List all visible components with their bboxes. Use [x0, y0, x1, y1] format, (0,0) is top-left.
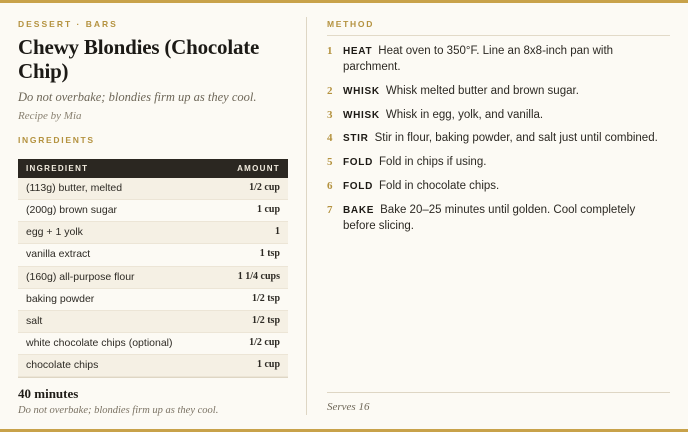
column-header-ingredient: INGREDIENT	[18, 159, 216, 178]
ingredient-amount: 1/2 tsp	[216, 310, 288, 332]
step-text: Stir in flour, baking powder, and salt just until combined.	[374, 132, 658, 145]
ingredient-amount: 1 1/4 cups	[216, 266, 288, 288]
list-item	[327, 131, 670, 147]
left-column	[0, 3, 306, 429]
left-footer-divider	[18, 377, 288, 378]
right-footer-divider	[327, 392, 670, 393]
list-item	[327, 84, 670, 100]
table-row	[18, 244, 288, 266]
ingredient-name: white chocolate chips (optional)	[18, 332, 216, 354]
left-footer	[18, 377, 288, 432]
table-row	[18, 222, 288, 244]
total-time: 40 minutes	[18, 386, 79, 402]
ingredient-amount: 1/2 tsp	[216, 288, 288, 310]
ingredient-name: vanilla extract	[18, 244, 216, 266]
step-text: Whisk melted butter and brown sugar.	[385, 84, 579, 97]
list-item	[327, 203, 670, 235]
table-row	[18, 266, 288, 288]
table-row	[18, 200, 288, 222]
recipe-subtitle: Do not overbake; blondies firm up as they cool.	[18, 90, 257, 105]
ingredient-amount: 1/2 cup	[216, 178, 288, 200]
step-verb: FOLD	[343, 157, 374, 169]
ingredient-amount: 1 cup	[216, 200, 288, 222]
card-columns	[0, 3, 688, 429]
list-item	[327, 44, 670, 76]
step-number: 3	[327, 108, 333, 121]
ingredient-name: baking powder	[18, 288, 216, 310]
serves-text: Serves 16	[327, 401, 370, 413]
table-row	[18, 355, 288, 377]
step-verb: WHISK	[343, 85, 380, 97]
method-steps-list	[327, 44, 670, 243]
footer-note: Do not overbake; blondies firm up as they cool.	[18, 405, 219, 417]
page-title: Chewy Blondies (Chocolate Chip)	[18, 35, 260, 83]
table-row	[18, 288, 288, 310]
category-eyebrow: DESSERT · BARS	[18, 19, 118, 29]
step-verb: STIR	[343, 133, 369, 145]
step-number: 1	[327, 45, 333, 57]
ingredient-name: egg + 1 yolk	[18, 222, 216, 244]
step-number: 7	[327, 204, 333, 217]
step-verb: WHISK	[343, 109, 380, 121]
ingredient-name: (160g) all-purpose flour	[18, 266, 216, 288]
right-column	[307, 3, 688, 429]
column-header-amount: AMOUNT	[216, 159, 288, 178]
table-row	[18, 178, 288, 200]
ingredient-amount: 1/2 cup	[216, 332, 288, 354]
step-text: Fold in chips if using.	[379, 156, 487, 169]
step-verb: FOLD	[343, 181, 374, 193]
list-item	[327, 155, 670, 171]
step-verb: HEAT	[343, 46, 373, 57]
step-number: 6	[327, 180, 333, 193]
table-row	[18, 310, 288, 332]
ingredient-name: chocolate chips	[18, 355, 216, 377]
step-number: 2	[327, 84, 333, 97]
table-row	[18, 332, 288, 354]
ingredient-amount: 1 cup	[216, 355, 288, 377]
ingredients-table	[18, 159, 288, 377]
ingredient-amount: 1 tsp	[216, 244, 288, 266]
ingredients-body	[18, 178, 288, 377]
step-number: 5	[327, 156, 333, 169]
list-item	[327, 179, 670, 195]
list-item	[327, 108, 670, 124]
ingredient-name: (200g) brown sugar	[18, 200, 216, 222]
step-text: Whisk in egg, yolk, and vanilla.	[385, 108, 544, 121]
recipe-byline: Recipe by Mia	[18, 110, 82, 123]
step-verb: BAKE	[343, 205, 375, 217]
step-text: Bake 20–25 minutes until golden. Cool completely before slicing.	[343, 204, 636, 232]
step-text: Heat oven to 350°F. Line an 8x8-inch pan with parchment.	[343, 45, 614, 73]
ingredient-amount: 1	[216, 222, 288, 244]
right-footer	[327, 392, 670, 429]
ingredient-name: (113g) butter, melted	[18, 178, 216, 200]
ingredients-section-label: INGREDIENTS	[18, 135, 95, 146]
step-number: 4	[327, 132, 333, 145]
ingredient-name: salt	[18, 310, 216, 332]
method-section-divider	[327, 35, 670, 36]
ingredients-header-row	[18, 159, 288, 178]
method-section-label: METHOD	[327, 19, 375, 29]
step-text: Fold in chocolate chips.	[379, 180, 500, 193]
